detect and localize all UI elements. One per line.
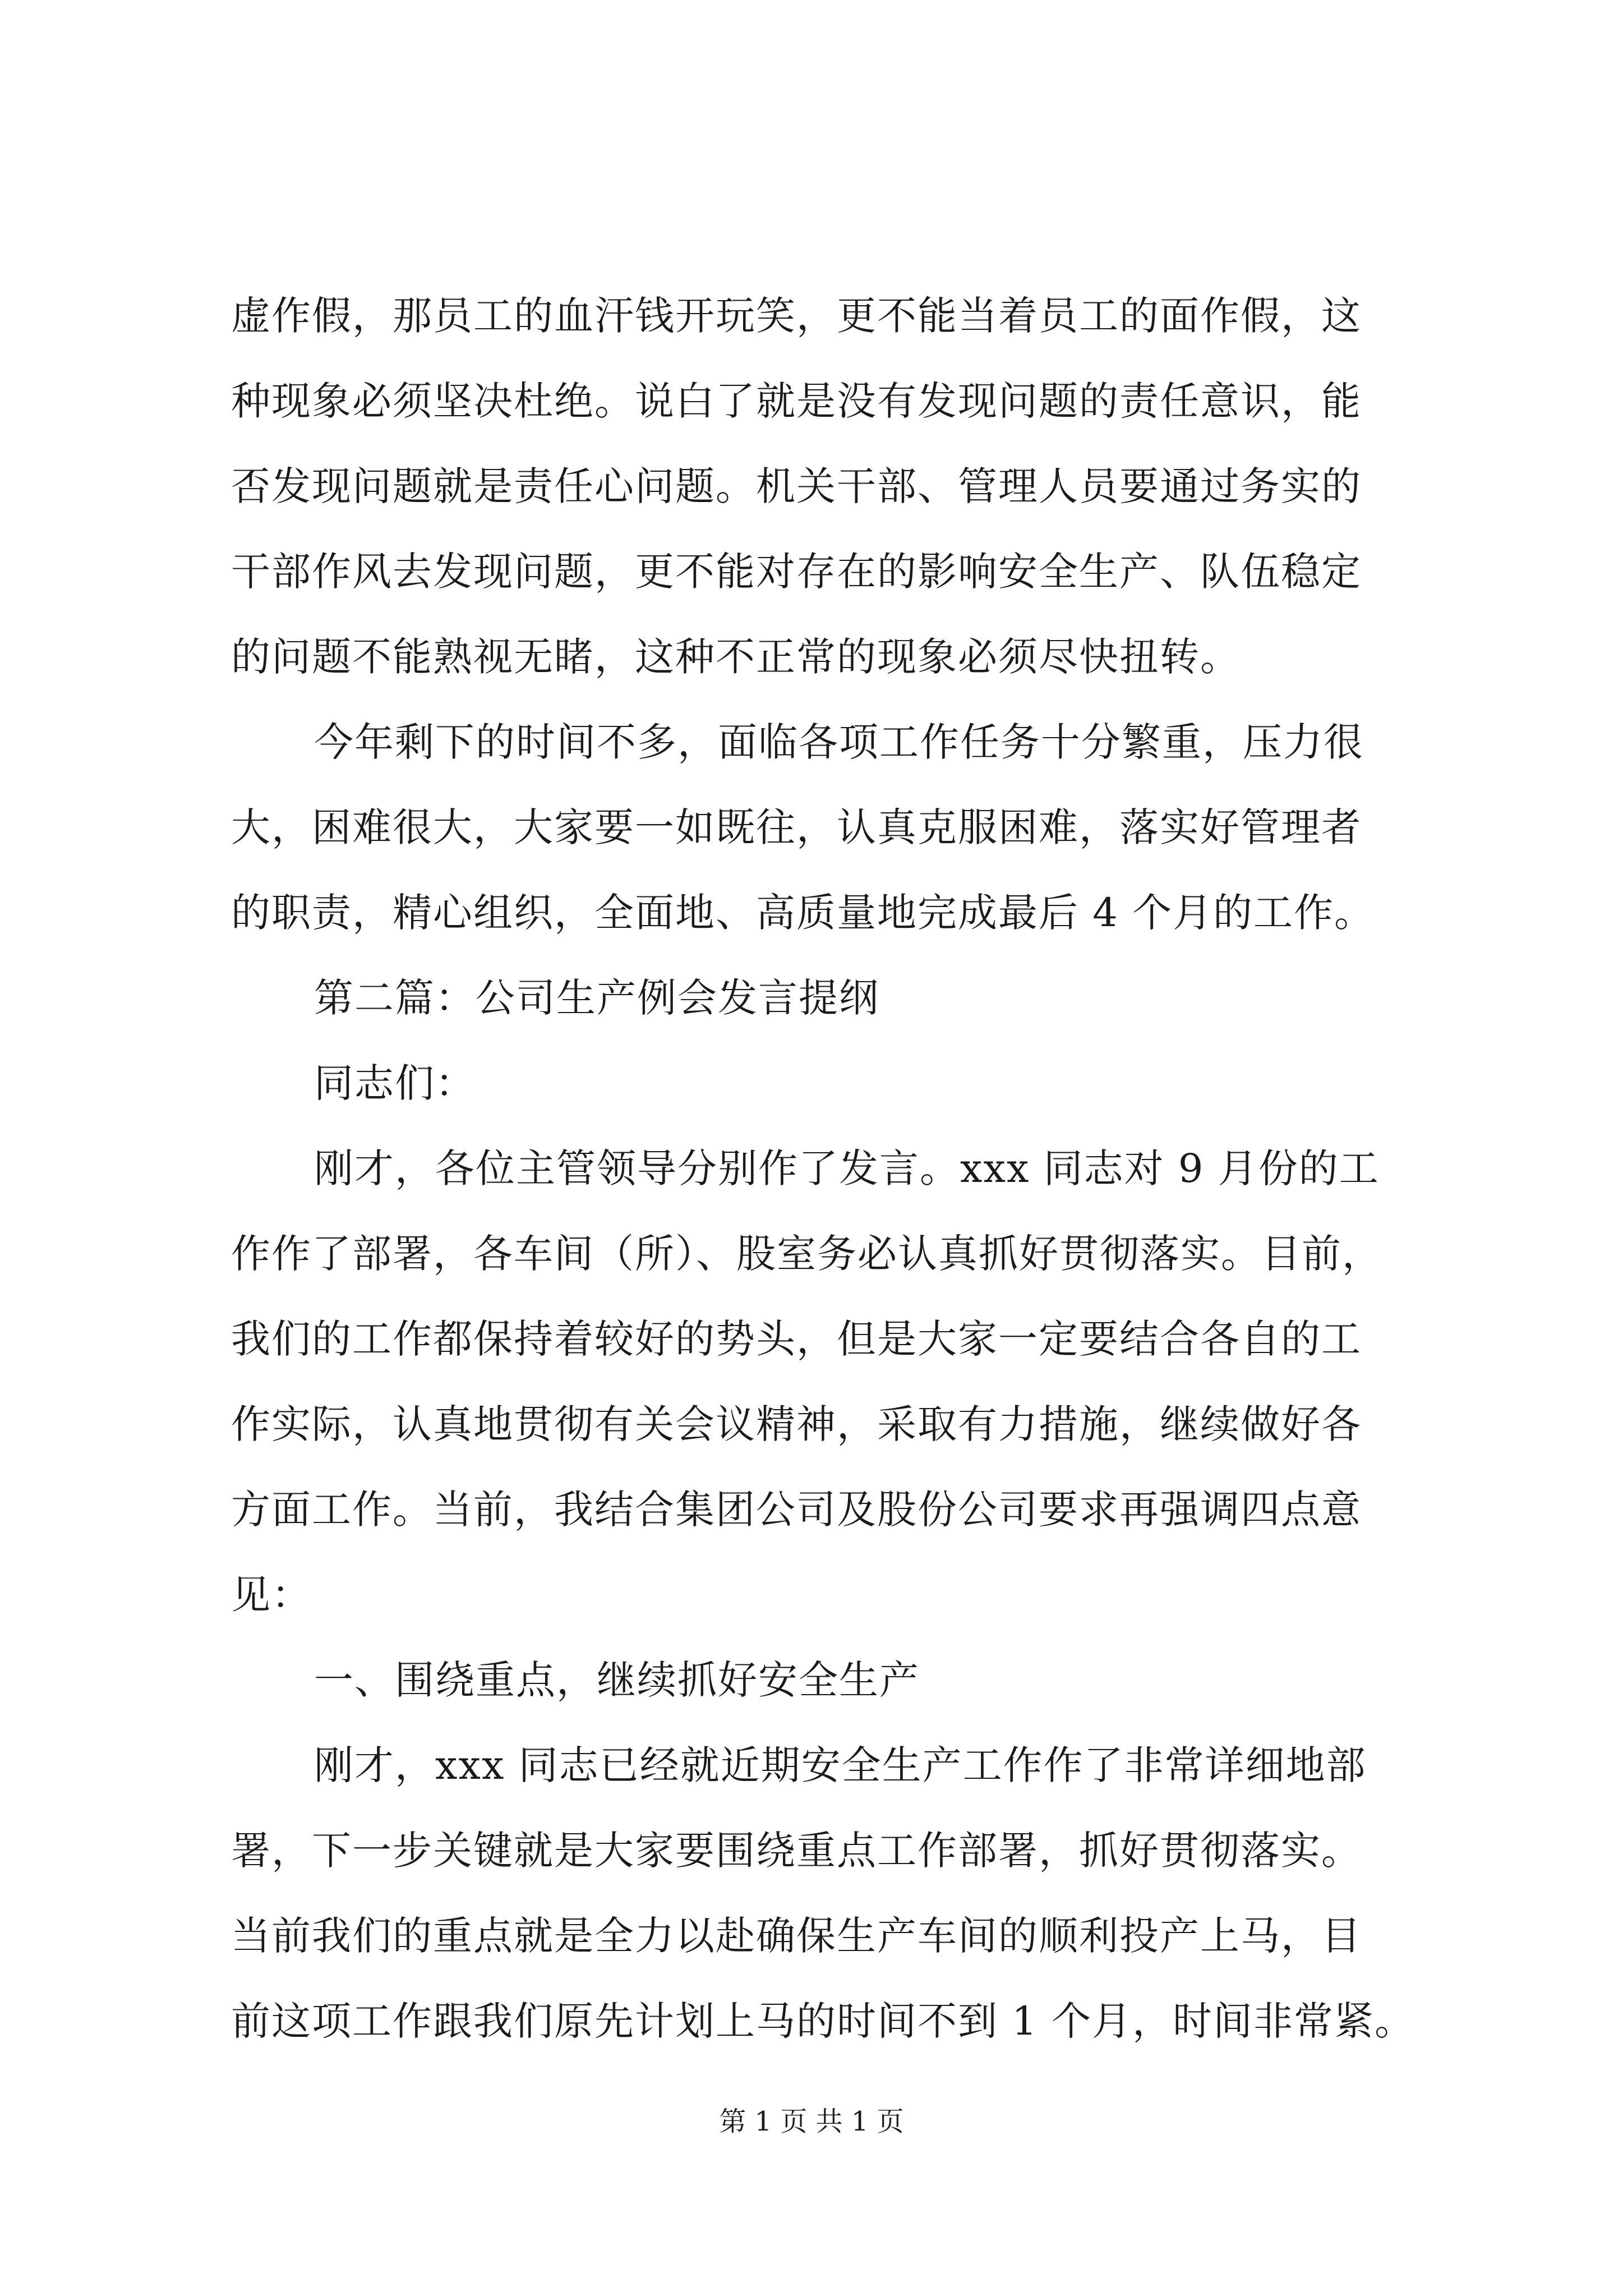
paragraph-line: 大，困难很大，大家要一如既往，认真克服困难，落实好管理者: [231, 804, 1362, 850]
paragraph-line: 作作了部署，各车间（所）、股室务必认真抓好贯彻落实。目前，: [231, 1231, 1382, 1277]
paragraph-line: 否发现问题就是责任心问题。机关干部、管理人员要通过务实的: [231, 463, 1362, 509]
paragraph-line: 我们的工作都保持着较好的势头，但是大家一定要结合各自的工: [231, 1316, 1362, 1362]
paragraph-line: 当前我们的重点就是全力以赴确保生产车间的顺利投产上马，目: [231, 1913, 1362, 1959]
paragraph-line: 刚才，xxx 同志已经就近期安全生产工作作了非常详细地部: [314, 1742, 1367, 1788]
paragraph-line: 虚作假，那员工的血汗钱开玩笑，更不能当着员工的面作假，这: [231, 293, 1362, 339]
section-heading: 一、围绕重点，继续抓好安全生产: [314, 1657, 920, 1703]
paragraph-line: 的职责，精心组织，全面地、高质量地完成最后 4 个月的工作。: [231, 890, 1375, 936]
paragraph-line: 见：: [231, 1572, 312, 1618]
paragraph-line: 种现象必须坚决杜绝。说白了就是没有发现问题的责任意识，能: [231, 378, 1362, 424]
paragraph-line: 方面工作。当前，我结合集团公司及股份公司要求再强调四点意: [231, 1487, 1362, 1533]
paragraph-line: 的问题不能熟视无睹，这种不正常的现象必须尽快扭转。: [231, 634, 1241, 680]
paragraph-line: 作实际，认真地贯彻有关会议精神，采取有力措施，继续做好各: [231, 1401, 1362, 1447]
paragraph-line: 今年剩下的时间不多，面临各项工作任务十分繁重，压力很: [314, 719, 1364, 765]
document-body: [231, 292, 1415, 2082]
paragraph-line: 刚才，各位主管领导分别作了发言。xxx 同志对 9 月份的工: [314, 1145, 1380, 1191]
paragraph-line: 署，下一步关键就是大家要围绕重点工作部署，抓好贯彻落实。: [231, 1828, 1362, 1874]
salutation: 同志们：: [314, 1060, 476, 1106]
paragraph-line: 前这项工作跟我们原先计划上马的时间不到 1 个月，时间非常紧。: [231, 1998, 1415, 2044]
paragraph-line: 干部作风去发现问题，更不能对存在的影响安全生产、队伍稳定: [231, 549, 1362, 595]
page-footer: 第 1 页 共 1 页: [719, 2106, 904, 2137]
section-title: 第二篇：公司生产例会发言提纲: [314, 975, 879, 1021]
